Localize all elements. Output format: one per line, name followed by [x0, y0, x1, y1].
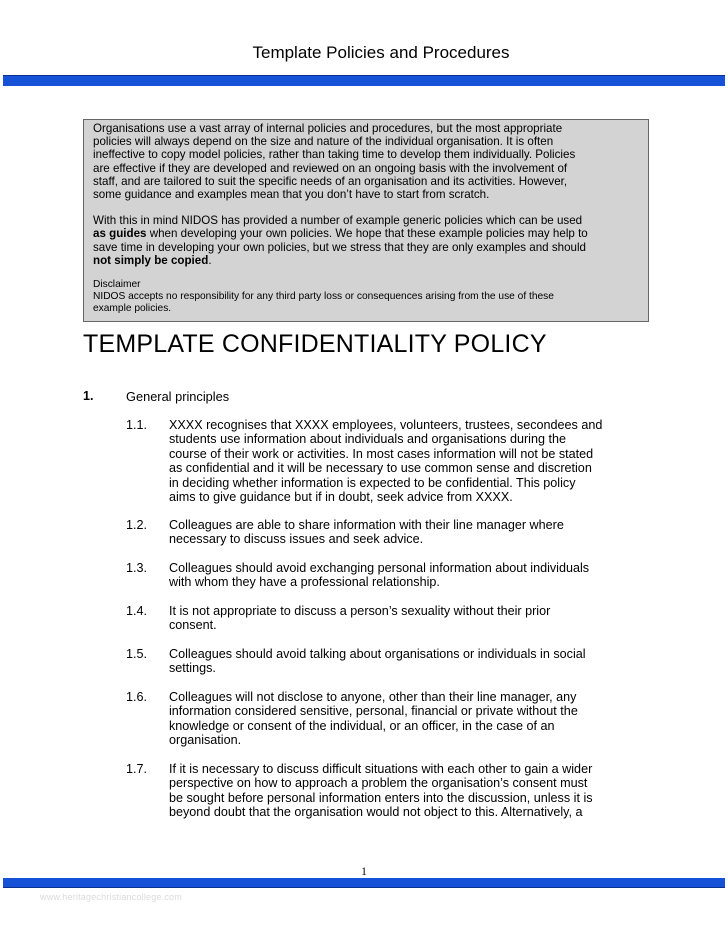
page-header-title: Template Policies and Procedures [252, 43, 510, 62]
policy-title: TEMPLATE CONFIDENTIALITY POLICY [83, 330, 547, 358]
page-number: 1 [361, 866, 367, 878]
clause-text-line: consent. [169, 618, 217, 633]
clause-number: 1.5. [126, 647, 148, 661]
clause-text-line: in deciding whether information is expected to be confidential. This policy [169, 475, 576, 490]
section-number: 1. [83, 389, 94, 403]
intro-line: Organisations use a vast array of internal policies and procedures, but the most appropriate [93, 122, 563, 135]
clause-text-line: as confidential and it will be necessary to use common sense and discretion [169, 461, 592, 476]
bold-phrase: as guides [93, 227, 147, 241]
clause-text-line: Colleagues should avoid exchanging personal information about individuals [169, 561, 590, 575]
nidos-line [93, 227, 667, 240]
clause-text-line: with whom they have a professional relationship. [169, 575, 440, 590]
nidos-line [93, 254, 667, 267]
clause-text-line: Colleagues should avoid talking about organisations or individuals in social [169, 647, 586, 661]
clause-number: 1.4. [126, 604, 148, 618]
clause-text-line: be sought before personal information enters into the discussion, unless it is [169, 790, 593, 805]
clause-number: 1.3. [126, 561, 148, 575]
bold-phrase: not simply be copied [93, 253, 209, 267]
clause-text-line: If it is necessary to discuss difficult situations with each other to gain a wider [169, 762, 593, 776]
clause-text-line: students use information about individuals and organisations during the [169, 432, 566, 447]
intro-line: ineffective to copy model policies, rather than taking time to develop them individually. Policies [93, 148, 576, 162]
clause-text-line: Colleagues will not disclose to anyone, other than their line manager, any [169, 690, 577, 704]
paragraph-gap [93, 201, 667, 214]
watermark: www.heritagechristiancollege.com [40, 892, 182, 902]
disclaimer-text-line: example policies. [93, 303, 172, 315]
clause-number: 1.6. [126, 690, 148, 704]
disclaimer-text-line: NIDOS accepts no responsibility for any third party loss or consequences arising from the use of these [93, 291, 554, 303]
nidos-line: With this in mind NIDOS has provided a number of example generic policies which can be used [93, 214, 583, 228]
clause-text-line: settings. [169, 661, 216, 676]
footer-bar-edge [3, 887, 725, 888]
clause-text-line: course of their work or activities. In most cases information will not be stated [169, 446, 594, 461]
nidos-line: save time in developing your own policies, but we stress that they are only examples and should [93, 240, 587, 254]
intro-line: are effective if they are developed and reviewed on an ongoing basis with the involvement of [93, 161, 568, 175]
clause-text-line: necessary to discuss issues and seek advice. [169, 532, 424, 547]
clause-text-line: Colleagues are able to share information with their line manager where [169, 518, 564, 532]
nidos-line-rest: when developing your own policies. We hope that these example policies may help to [146, 227, 588, 241]
clause-text-line: XXXX recognises that XXXX employees, volunteers, trustees, secondees and [169, 418, 603, 432]
clause-text-line: aims to give guidance but if in doubt, seek advice from XXXX. [169, 490, 513, 504]
clause-text-line: It is not appropriate to discuss a person’s sexuality without their prior [169, 604, 551, 618]
intro-line: policies will always depend on the size and nature of the individual organisation. It is often [93, 135, 554, 149]
clause-text-line: perspective on how to approach a problem the organisation’s consent must [169, 776, 588, 791]
intro-line: staff, and are tailored to suit the specific needs of an organisation and its activities. However, [93, 174, 568, 188]
intro-line: some guidance and examples mean that you don’t have to start from scratch. [93, 188, 490, 202]
clause-text-line: beyond doubt that the organisation would not object to this. Alternatively, a [169, 805, 583, 820]
clause-text-line: knowledge or consent of the individual, or an officer, in the case of an [169, 718, 555, 733]
disclaimer-heading: Disclaimer [93, 279, 141, 291]
clause-number: 1.7. [126, 762, 148, 776]
clause-text-line: organisation. [169, 733, 242, 748]
clause-number: 1.1. [126, 418, 148, 432]
clause-number: 1.2. [126, 518, 148, 532]
header-accent-bar [3, 76, 725, 86]
nidos-line-rest: . [208, 253, 212, 267]
clause-text-line: information considered sensitive, personal, financial or private without the [169, 704, 578, 719]
footer-accent-bar [3, 878, 725, 887]
disclaimer-box-text [93, 122, 667, 315]
section-title: General principles [126, 389, 230, 404]
